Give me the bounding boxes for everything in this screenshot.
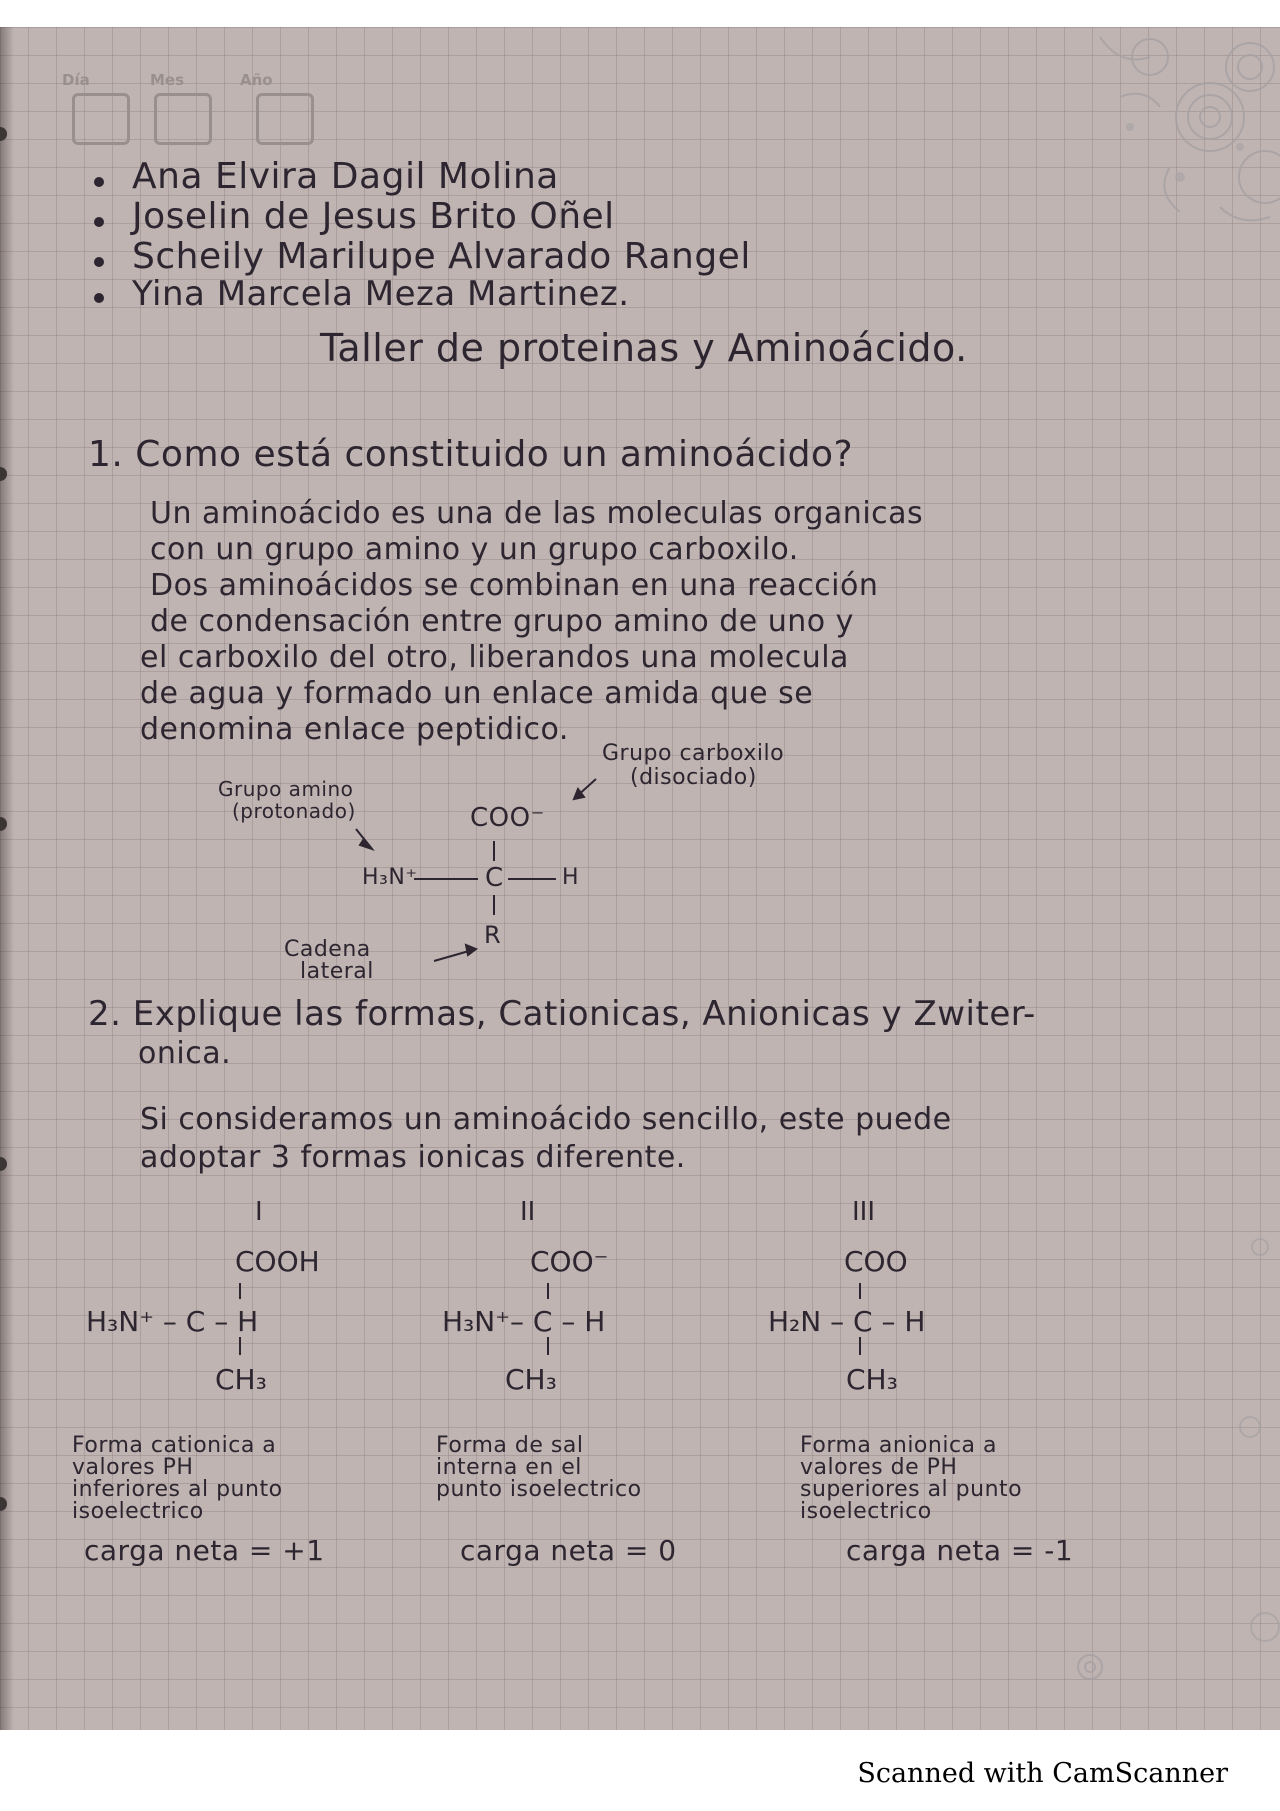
year-label: Año [240, 71, 273, 89]
form-bottom-group: CH₃ [505, 1363, 557, 1396]
net-charge: carga neta = -1 [846, 1534, 1074, 1567]
question-1-heading: 1. Como está constituido un aminoácido? [88, 434, 854, 475]
side-chain-r: R [484, 921, 502, 949]
student-name: Yina Marcela Meza Martinez. [132, 274, 630, 314]
form-description: superiores al punto [800, 1477, 1023, 1502]
page-title: Taller de proteinas y Aminoácido. [320, 326, 968, 370]
form-description: Forma de sal [436, 1433, 584, 1458]
form-middle: H₃N⁺ – C – H [86, 1305, 259, 1338]
question-2-heading-cont: onica. [138, 1036, 232, 1071]
form-numeral: II [520, 1197, 536, 1227]
form-bottom-group: CH₃ [846, 1363, 898, 1396]
form-top-group: COO [844, 1245, 908, 1278]
carboxylate-group: COO⁻ [470, 803, 545, 833]
form-description: Forma anionica a [800, 1433, 997, 1458]
answer-line: con un grupo amino y un grupo carboxilo. [150, 532, 799, 567]
label-side-chain: Cadena [284, 937, 371, 962]
amino-group: H₃N⁺ [362, 865, 418, 890]
form-description: interna en el [436, 1455, 582, 1480]
label-carboxyl-dissociated: (disociado) [630, 765, 757, 790]
form-description: valores PH [72, 1455, 194, 1480]
hydrogen: H [562, 865, 580, 890]
day-label: Día [62, 71, 90, 89]
net-charge: carga neta = 0 [460, 1534, 677, 1567]
form-description: inferiores al punto [72, 1477, 283, 1502]
question-2-heading: 2. Explique las formas, Cationicas, Anionicas y Zwiter- [88, 994, 1036, 1034]
form-bottom-group: CH₃ [215, 1363, 267, 1396]
student-name: Scheily Marilupe Alvarado Rangel [132, 236, 751, 277]
scanner-watermark: Scanned with CamScanner [857, 1758, 1228, 1789]
form-numeral: III [852, 1197, 876, 1227]
month-label: Mes [150, 71, 185, 89]
label-amino-protonated: (protonado) [232, 799, 356, 823]
form-top-group: COO⁻ [530, 1245, 609, 1278]
label-lateral: lateral [300, 959, 374, 984]
answer-line: de condensación entre grupo amino de uno y [150, 604, 854, 639]
answer-line: Dos aminoácidos se combinan en una reacción [150, 568, 879, 603]
answer-line: denomina enlace peptidico. [140, 712, 569, 747]
intro-line: Si consideramos un aminoácido sencillo, este puede [140, 1102, 952, 1137]
alpha-carbon: C [485, 863, 504, 893]
form-numeral: I [255, 1197, 263, 1227]
form-description: valores de PH [800, 1455, 958, 1480]
answer-line: el carboxilo del otro, liberandos una molecula [140, 640, 849, 675]
student-name: Ana Elvira Dagil Molina [132, 156, 559, 197]
form-description: Forma cationica a [72, 1433, 277, 1458]
net-charge: carga neta = +1 [84, 1534, 325, 1567]
label-carboxyl-group: Grupo carboxilo [602, 741, 785, 766]
notebook-page [0, 27, 1280, 1730]
form-bond-lines [0, 27, 1280, 1730]
form-middle: H₃N⁺– C – H [442, 1305, 606, 1338]
answer-line: de agua y formado un enlace amida que se [140, 676, 814, 711]
form-description: punto isoelectrico [436, 1477, 642, 1502]
intro-line: adoptar 3 formas ionicas diferente. [140, 1140, 686, 1175]
label-amino-group: Grupo amino [218, 777, 354, 801]
answer-line: Un aminoácido es una de las moleculas organicas [150, 496, 924, 531]
form-description: isoelectrico [800, 1499, 932, 1524]
form-top-group: COOH [235, 1245, 320, 1278]
form-middle: H₂N – C – H [768, 1305, 926, 1338]
student-name: Joselin de Jesus Brito Oñel [132, 196, 615, 237]
form-description: isoelectrico [72, 1499, 204, 1524]
